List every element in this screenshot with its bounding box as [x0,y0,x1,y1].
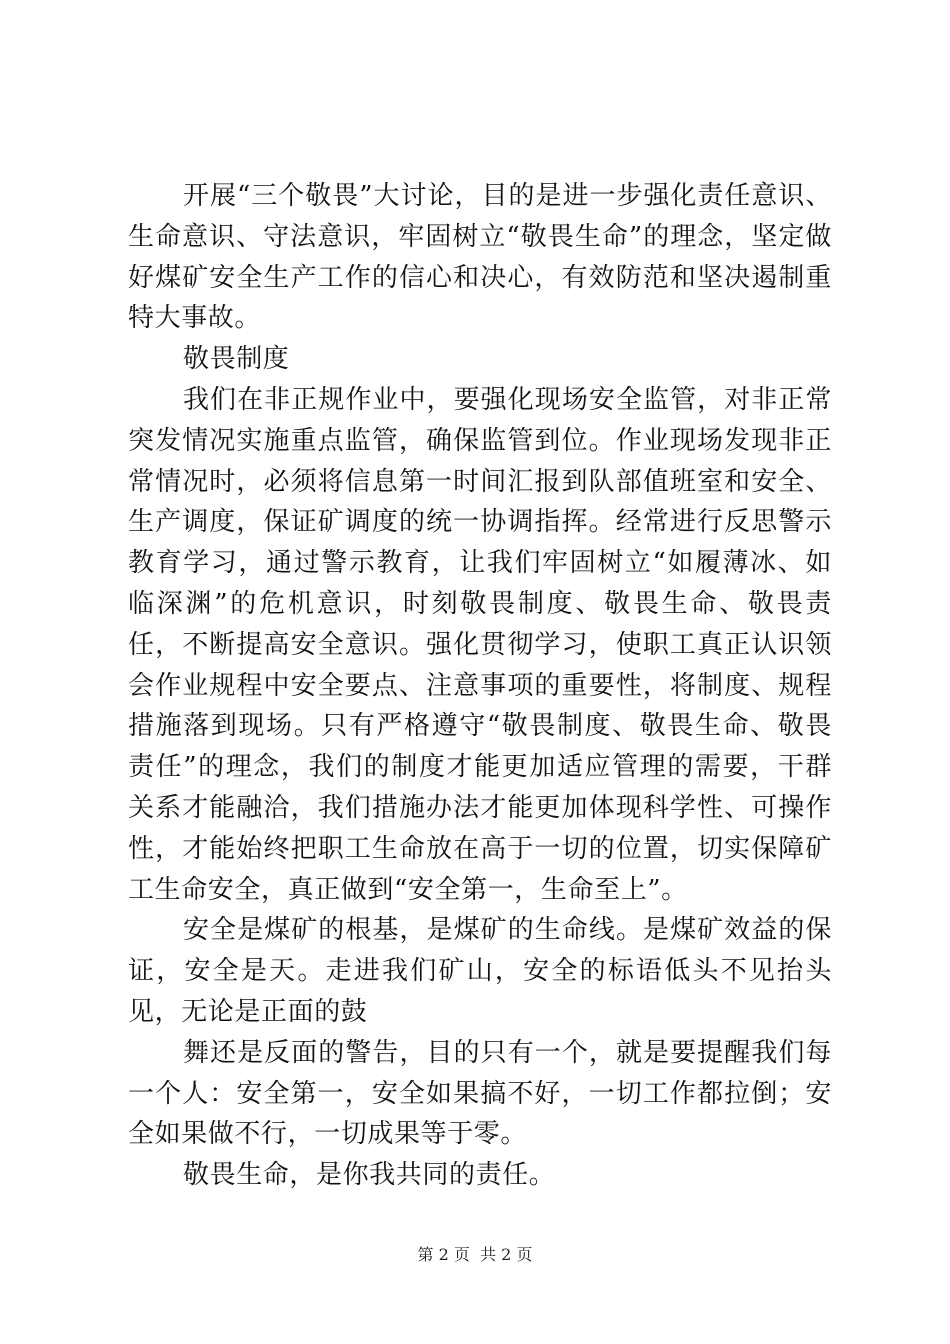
paragraph-closing: 敬畏生命，是你我共同的责任。 [183,1160,556,1191]
paragraph-supervision: 我们在非正规作业中，要强化现场安全监管，对非正常突发情况实施重点监管，确保监管到位。作业现场发现非正常情况时，必须将信息第一时间汇报到队部值班室和安全、生产调度，保证矿调度的统一协调指挥。经常进行反思警示教育学习，通过警示教育，让我们牢固树立“如履薄冰、如临深渊”的危机意识，时刻敬畏制度、敬畏生命、敬畏责任，不断提高安全意识。强化贯彻学习，使职工真正认识领会作业规程中安全要点、注意事项的重要性，将制度、规程措施落到现场。只有严格遵守“敬畏制度、敬畏生命、敬畏责任”的理念，我们的制度才能更加适应管理的需要，干群关系才能融洽，我们措施办法才能更加体现科学性、可操作性，才能始终把职工生命放在高于一切的位置，切实保障矿工生命安全，真正做到“安全第一，生命至上”。 [128,384,832,905]
document-body [128,176,832,1196]
paragraph-safety-warning: 舞还是反面的警告，目的只有一个，就是要提醒我们每一个人：安全第一，安全如果搞不好，一切工作都拉倒；安全如果做不行，一切成果等于零。 [128,1037,832,1150]
section-heading-respect-rules: 敬畏制度 [183,344,290,375]
page-footer [0,1245,950,1265]
paragraph-safety-foundation: 安全是煤矿的根基，是煤矿的生命线。是煤矿效益的保证，安全是天。走进我们矿山，安全的标语低头不见抬头见，无论是正面的鼓 [128,915,832,1027]
paragraph-intro: 开展“三个敬畏”大讨论，目的是进一步强化责任意识、生命意识、守法意识，牢固树立“敬畏生命”的理念，坚定做好煤矿安全生产工作的信心和决心，有效防范和坚决遏制重特大事故。 [128,181,832,334]
page-number: 第 2 页 共 2 页 [417,1245,533,1264]
